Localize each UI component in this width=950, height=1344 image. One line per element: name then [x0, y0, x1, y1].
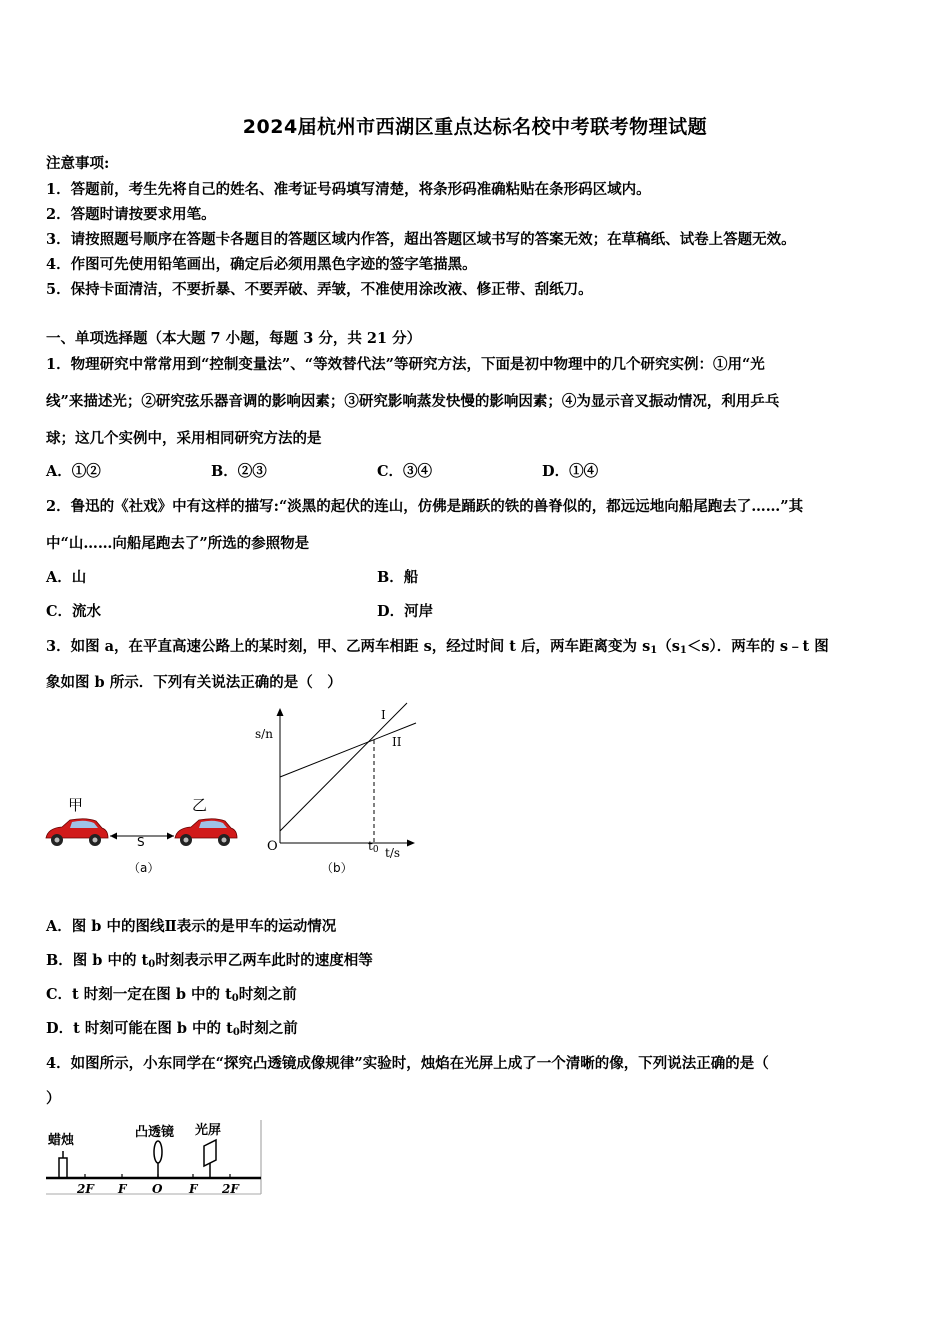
notice-item-5: 5．保持卡面清洁，不要折暴、不要弄破、弄皱，不准使用涂改液、修正带、刮纸刀。 — [46, 281, 593, 298]
car-yi-label: 乙 — [192, 796, 208, 814]
mark-2f-left: 2F — [77, 1182, 94, 1196]
q1-line-3: 球；这几个实例中，采用相同研究方法的是 — [46, 430, 322, 447]
x-axis-label: t/s — [385, 846, 401, 860]
mark-2f-right: 2F — [222, 1182, 239, 1196]
q4-line-2: ） — [46, 1090, 61, 1107]
notice-item-4: 4．作图可先使用铅笔画出，确定后必须用黑色字迹的签字笔描黑。 — [46, 256, 477, 273]
distance-label: S — [137, 835, 145, 849]
candle-icon — [59, 1151, 67, 1178]
q1-option-d: D．①④ — [542, 463, 599, 480]
graph-line-II — [280, 723, 416, 777]
section-heading: 一、单项选择题（本大题 7 小题，每题 3 分，共 21 分） — [46, 330, 422, 347]
notice-header: 注意事项: — [46, 155, 110, 172]
screen-label: 光屏 — [195, 1123, 222, 1138]
convex-lens-icon — [154, 1141, 162, 1178]
candle-label: 蜡烛 — [48, 1133, 75, 1148]
mark-f-right: F — [189, 1182, 198, 1196]
q3-line-2: 象如图 b 所示．下列有关说法正确的是（ ） — [46, 674, 342, 691]
q1-line-1: 1．物理研究中常常用到“控制变量法”、“等效替代法”等研究方法，下面是初中物理中的几个研究实例：①用“光 — [46, 356, 765, 373]
q2-option-a: A．山 — [46, 569, 87, 586]
q4-lens-figure — [40, 1118, 265, 1200]
light-screen-icon — [204, 1140, 216, 1178]
q2-option-d: D．河岸 — [377, 603, 434, 620]
q1-option-a: A．①② — [46, 463, 101, 480]
notice-item-2: 2．答题时请按要求用笔。 — [46, 206, 216, 223]
q3-figure-b — [250, 700, 425, 885]
notice-item-3: 3．请按照题号顺序在答题卡各题目的答题区域内作答，超出答题区域书写的答案无效；在草稿纸、试卷上答题无效。 — [46, 231, 796, 248]
mark-f-left: F — [118, 1182, 127, 1196]
figure-b-caption: （b） — [321, 861, 353, 875]
car-jia-label: 甲 — [68, 796, 84, 814]
q2-option-b: B．船 — [377, 569, 419, 586]
q3-line-1: 3．如图 a，在平直高速公路上的某时刻，甲、乙两车相距 s，经过时间 t 后，两车距离变为 $s_1(s_1<s)$．两车的 s﹣t 图 — [46, 638, 829, 656]
line-II-label: II — [392, 735, 402, 749]
graph-line-I — [280, 703, 407, 831]
page-title: 2024届杭州市西湖区重点达标名校中考联考物理试题 — [242, 116, 708, 138]
q3-option-c: C．t 时刻一定在图 b 中的 $t_0$时刻之前 — [46, 986, 297, 1004]
q3-figure-a — [40, 790, 245, 880]
line-I-label: I — [381, 708, 386, 722]
q2-line-2: 中“山……向船尾跑去了”所选的参照物是 — [46, 535, 310, 552]
notice-item-1: 1．答题前，考生先将自己的姓名、准考证号码填写清楚，将条形码准确粘贴在条形码区域内。 — [46, 181, 651, 198]
car-yi-icon — [175, 819, 237, 846]
q4-line-1: 4．如图所示，小东同学在“探究凸透镜成像规律”实验时，烛焰在光屏上成了一个清晰的像，下列说法正确的是（ — [46, 1055, 769, 1072]
q1-line-2: 线”来描述光；②研究弦乐器音调的影响因素；③研究影响蒸发快慢的影响因素；④为显示音叉振动情况，利用乒乓 — [46, 393, 780, 410]
q3-option-b: B．图 b 中的 $t_0$时刻表示甲乙两车此时的速度相等 — [46, 952, 373, 970]
mark-o: O — [152, 1182, 163, 1196]
q1-option-b: B．②③ — [211, 463, 267, 480]
q3-option-a: A．图 b 中的图线Ⅱ表示的是甲车的运动情况 — [46, 918, 337, 935]
figure-a-caption: （a） — [128, 861, 160, 875]
lens-label: 凸透镜 — [135, 1125, 175, 1140]
q3-option-d: D．t 时刻可能在图 b 中的 $t_0$时刻之前 — [46, 1020, 298, 1038]
q1-option-c: C．③④ — [377, 463, 433, 480]
q2-option-c: C．流水 — [46, 603, 102, 620]
y-axis-label: s/n — [255, 727, 273, 741]
t0-label: t0 — [368, 839, 379, 855]
car-jia-icon — [46, 819, 108, 846]
origin-label: O — [267, 839, 278, 854]
q2-line-1: 2．鲁迅的《社戏》中有这样的描写:“淡黑的起伏的连山，仿佛是踊跃的铁的兽脊似的，都远远地向船尾跑去了……”其 — [46, 498, 804, 515]
